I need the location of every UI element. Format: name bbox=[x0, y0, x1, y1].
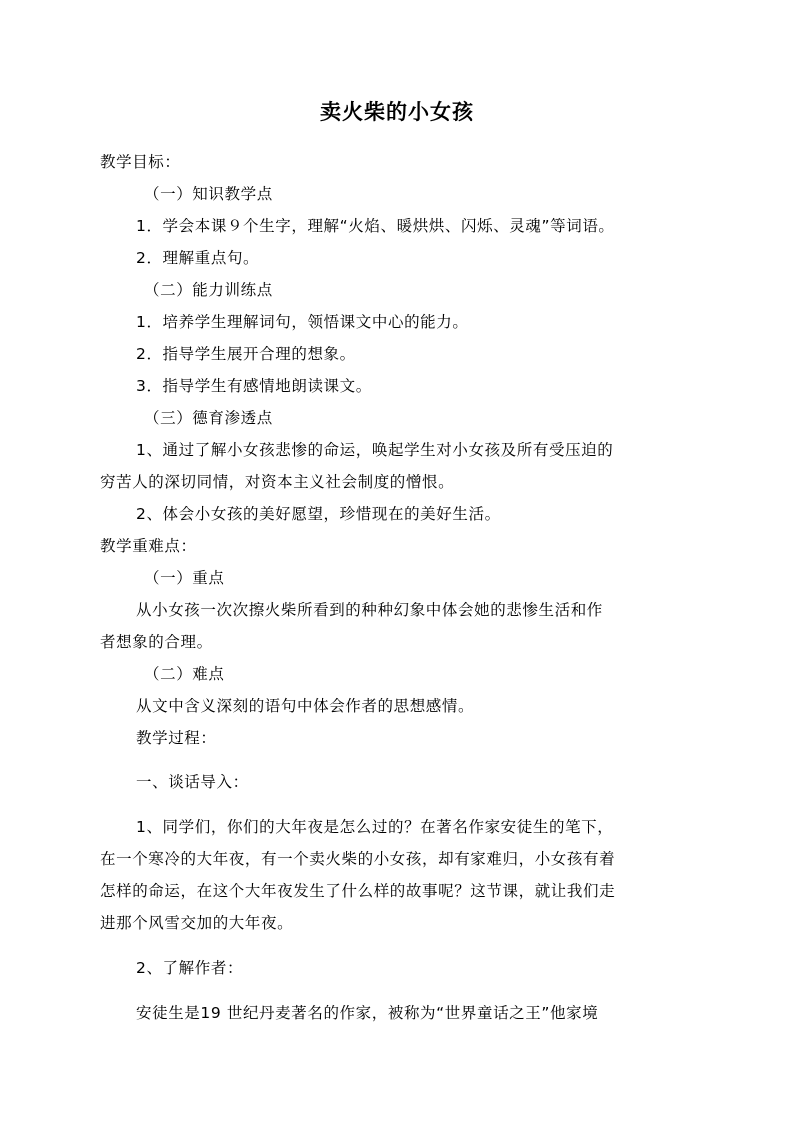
document-title: 卖火柴的小女孩 bbox=[320, 99, 474, 124]
section-heading-teaching-goals: 教学目标： bbox=[100, 153, 181, 171]
paragraph-line: 穷苦人的深切同情，对资本主义社会制度的憎恨。 bbox=[100, 473, 455, 491]
subheading-key-point: （一）重点 bbox=[144, 569, 225, 587]
paragraph-line: 在一个寒冷的大年夜，有一个卖火柴的小女孩，却有家难归，小女孩有着 bbox=[100, 850, 616, 868]
subheading-about-author: 2、了解作者： bbox=[136, 959, 244, 977]
subheading-ability-points: （二）能力训练点 bbox=[144, 281, 273, 299]
subheading-knowledge-points: （一）知识教学点 bbox=[144, 185, 273, 203]
subheading-introduction: 一、谈话导入： bbox=[136, 773, 249, 791]
paragraph-line: 1、通过了解小女孩悲惨的命运，唤起学生对小女孩及所有受压迫的 bbox=[136, 441, 614, 459]
paragraph-line: 从文中含义深刻的语句中体会作者的思想感情。 bbox=[136, 697, 475, 715]
paragraph-line: 者想象的合理。 bbox=[100, 633, 213, 651]
paragraph-line: 2．指导学生展开合理的想象。 bbox=[136, 345, 356, 363]
paragraph-line: 3．指导学生有感情地朗读课文。 bbox=[136, 377, 372, 395]
paragraph-line: 从小女孩一次次擦火柴所看到的种种幻象中体会她的悲惨生活和作 bbox=[136, 601, 603, 619]
paragraph-line: 2、体会小女孩的美好愿望，珍惜现在的美好生活。 bbox=[136, 505, 501, 523]
paragraph-line: 进那个风雪交加的大年夜。 bbox=[100, 914, 294, 932]
paragraph-line: 1．培养学生理解词句，领悟课文中心的能力。 bbox=[136, 313, 469, 331]
paragraph-line: 1．学会本课９个生字，理解“火焰、暖烘烘、闪烁、灵魂”等词语。 bbox=[136, 217, 615, 235]
paragraph-line: 2．理解重点句。 bbox=[136, 249, 260, 267]
paragraph-line: 1、同学们，你们的大年夜是怎么过的？在著名作家安徒生的笔下， bbox=[136, 818, 614, 836]
paragraph-line: 怎样的命运，在这个大年夜发生了什么样的故事呢？这节课，就让我们走 bbox=[100, 882, 616, 900]
subheading-moral-points: （三）德育渗透点 bbox=[144, 409, 273, 427]
subheading-difficult-point: （二）难点 bbox=[144, 665, 225, 683]
paragraph-line: 安徒生是19 世纪丹麦著名的作家，被称为“世界童话之王”他家境 bbox=[136, 1004, 599, 1022]
section-heading-teaching-process: 教学过程： bbox=[136, 729, 217, 747]
section-heading-key-difficult-points: 教学重难点： bbox=[100, 537, 197, 555]
